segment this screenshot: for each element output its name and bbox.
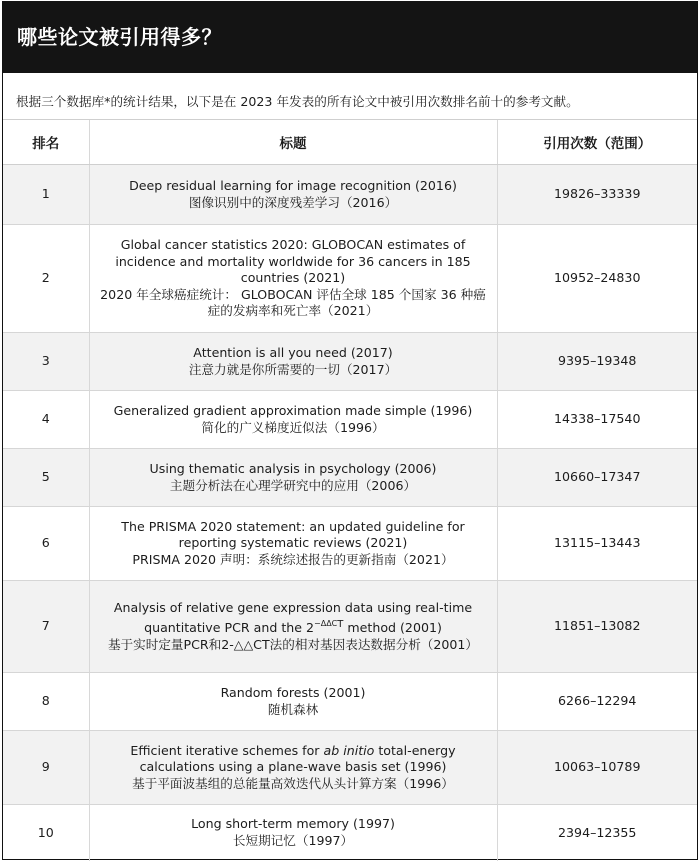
table-row [3,805,697,861]
rank-cell: 10 [37,824,54,840]
rank-cell: 4 [3,391,89,449]
title-cell [89,449,497,507]
title-english: Random forests (2001) [220,685,366,700]
page-title: 哪些论文被引用得多？ [3,1,697,73]
citation-table [3,119,697,861]
citation-range-cell: 13115–13443 [497,507,697,581]
title-chinese: 图像识别中的深度残差学习（2016） [188,194,398,210]
title-english: Using thematic analysis in psychology (2006) [149,461,437,476]
rank-cell: 9 [3,731,89,805]
table-row [3,449,697,507]
rank-cell: 1 [3,165,89,225]
intro-text: 根据三个数据库*的统计结果，以下是在 2023 年发表的所有论文中被引用次数排名前十的参考文献。 [16,94,579,109]
title-chinese: 长短期记忆（1997） [232,832,354,848]
title-chinese: 主题分析法在心理学研究中的应用（2006） [169,477,417,493]
title-cell [89,391,497,449]
title-chinese: 随机森林 [267,701,319,717]
title-chinese: PRISMA 2020 声明：系统综述报告的更新指南（2021） [132,551,454,567]
column-header-rank: 排名 [3,120,89,165]
title-english-italic: ab initio [323,742,375,758]
citation-range-cell: 14338–17540 [497,391,697,449]
rank-cell: 3 [3,333,89,391]
title-english [100,600,487,637]
table-row [3,673,697,731]
title-chinese: 简化的广义梯度近似法（1996） [201,419,385,435]
title-english: Generalized gradient approximation made simple (1996) [113,403,473,418]
title-english-part: Efficient iterative schemes for [130,742,324,758]
rank-cell: 6 [3,507,89,581]
citation-range-cell: 10063–10789 [497,731,697,805]
title-english: Long short-term memory (1997) [191,816,395,832]
title-cell [89,731,497,805]
title-cell [89,225,497,333]
title-cell [89,165,497,225]
title-chinese: 基于平面波基组的总能量高效迭代从头计算方案（1996） [132,775,454,791]
citation-range-cell: 11851–13082 [497,581,697,673]
title-english-part: total-energy calculations using a plane-wave basis set (1996) [139,742,456,775]
title-english: Global cancer statistics 2020: GLOBOCAN estimates of incidence and mortality worldwide for 36 cancers in 185 countries (2021) [115,237,471,286]
citation-range-cell: 6266–12294 [497,673,697,731]
column-header-citations: 引用次数（范围） [497,120,697,165]
table-row [3,333,697,391]
column-header-title: 标题 [89,120,497,165]
title-chinese: 基于实时定量PCR和2-△△CT法的相对基因表达数据分析（2001） [107,636,479,652]
table-row [3,391,697,449]
citation-range-cell: 10952–24830 [497,225,697,333]
title-english: Deep residual learning for image recognition (2016) [129,178,457,193]
table-row [3,507,697,581]
citation-table-card [2,1,698,860]
title-cell [89,333,497,391]
superscript-exponent: −ΔΔCT [314,619,344,631]
citation-range-cell: 19826–33339 [497,165,697,225]
citation-range-cell: 10660–17347 [497,449,697,507]
table-row [3,581,697,673]
rank-cell: 8 [3,673,89,731]
title-english-part: Analysis of relative gene expression data using real-time quantitative PCR and the 2 [113,599,473,636]
title-english-part: method (2001) [343,620,442,636]
title-english [100,743,487,776]
title-cell [89,805,497,861]
citation-range-cell: 9395–19348 [497,333,697,391]
title-chinese: 注意力就是你所需要的一切（2017） [188,361,398,377]
rank-cell: 7 [3,581,89,673]
title-cell [89,673,497,731]
title-english: Attention is all you need (2017) [193,345,393,360]
title-cell [89,507,497,581]
title-cell [89,581,497,673]
title-chinese: 2020 年全球癌症统计： GLOBOCAN 评估全球 185 个国家 36 种癌症的发病率和死亡率（2021） [100,286,486,319]
table-header-row [3,120,697,165]
citation-range-cell: 2394–12355 [497,805,697,861]
table-row [3,225,697,333]
title-english: The PRISMA 2020 statement: an updated guideline for reporting systematic reviews (2021) [121,518,465,551]
table-row [3,731,697,805]
table-row [3,165,697,225]
rank-cell: 2 [3,225,89,333]
rank-cell: 5 [3,449,89,507]
